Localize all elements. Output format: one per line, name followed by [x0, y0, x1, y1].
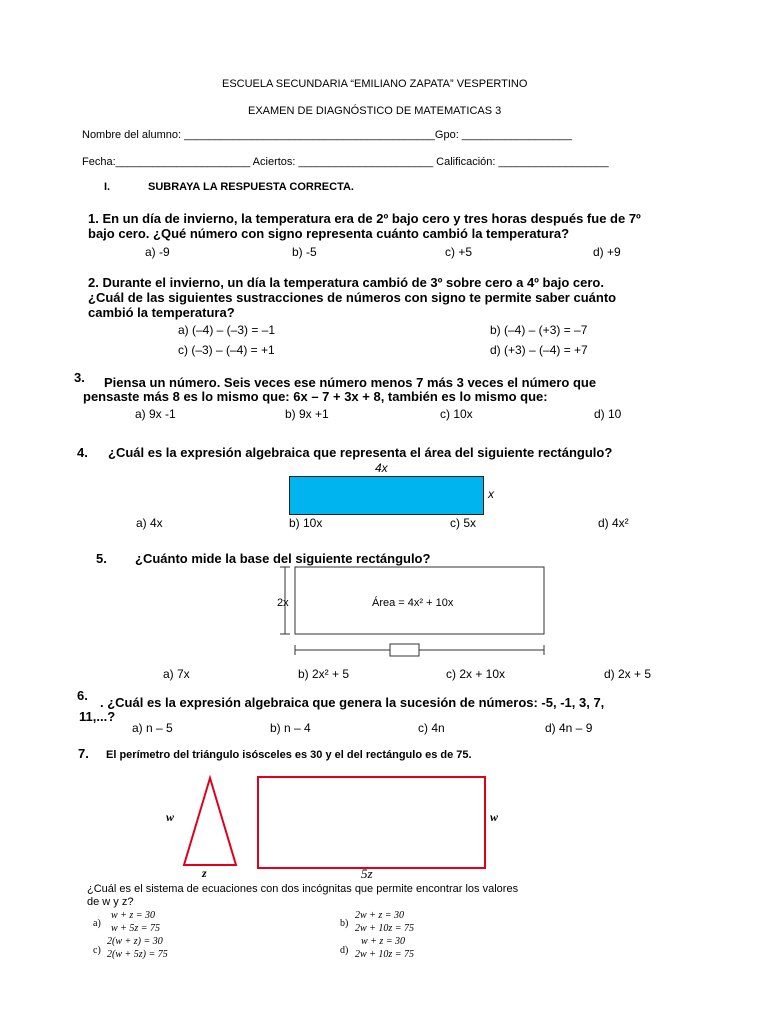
- q6-line1: . ¿Cuál es la expresión algebraica que genera la sucesión de números: -5, -1, 3, 7,: [100, 695, 605, 710]
- q4-side-label: x: [488, 487, 494, 501]
- q4-rectangle: [289, 476, 484, 515]
- q7-option-a-eq2: w + 5z = 75: [111, 923, 161, 934]
- q7-option-d-eq2: 2w + 10z = 75: [355, 949, 415, 960]
- q3-option-c[interactable]: c) 10x: [440, 407, 473, 421]
- q3-line2: pensaste más 8 es lo mismo que: 6x – 7 + 3x + 8, también es lo mismo que:: [83, 389, 548, 404]
- q7-option-c-eq2: 2(w + 5z) = 75: [107, 949, 168, 960]
- q7-triangle: [180, 775, 240, 870]
- q4-text: ¿Cuál es la expresión algebraica que representa el área del siguiente rectángulo?: [108, 445, 613, 460]
- q6-line2: 11,...?: [79, 709, 116, 724]
- q2-option-c[interactable]: c) (–3) – (–4) = +1: [178, 343, 275, 357]
- q7-option-b-eq1: 2w + z = 30: [355, 910, 405, 921]
- q7-question-line1: ¿Cuál es el sistema de ecuaciones con dos incógnitas que permite encontrar los valores: [87, 883, 519, 895]
- q2-line1: 2. Durante el invierno, un día la temperatura cambió de 3º sobre cero a 4º bajo cero.: [88, 275, 604, 290]
- q3-option-a[interactable]: a) 9x -1: [135, 407, 176, 421]
- q1-line2: bajo cero. ¿Qué número con signo representa cuánto cambió la temperatura?: [88, 226, 570, 241]
- q4-option-c[interactable]: c) 5x: [450, 516, 477, 530]
- q7-option-b-eq2: 2w + 10z = 75: [355, 923, 415, 934]
- q6-option-c[interactable]: c) 4n: [418, 721, 445, 735]
- section-number: I.: [104, 181, 111, 193]
- q3-option-d[interactable]: d) 10: [594, 407, 622, 421]
- section-title: SUBRAYA LA RESPUESTA CORRECTA.: [148, 181, 354, 193]
- q5-number: 5.: [96, 551, 107, 566]
- q5-side-label: 2x: [277, 597, 289, 609]
- student-line[interactable]: Nombre del alumno: _________________________________________Gpo: __________________: [82, 129, 572, 141]
- q7-text: El perímetro del triángulo isósceles es 30 y el del rectángulo es de 75.: [106, 749, 472, 761]
- q1-option-a[interactable]: a) -9: [145, 245, 170, 259]
- q4-option-a[interactable]: a) 4x: [136, 516, 163, 530]
- q5-text: ¿Cuánto mide la base del siguiente rectángulo?: [135, 551, 431, 566]
- q7-option-d-letter[interactable]: d): [340, 945, 349, 956]
- q6-option-a[interactable]: a) n – 5: [132, 721, 173, 735]
- q1-line1: 1. En un día de invierno, la temperatura era de 2º bajo cero y tres horas después fue de 7º: [88, 211, 641, 226]
- exam-title: EXAMEN DE DIAGNÓSTICO DE MATEMATICAS 3: [248, 105, 502, 117]
- q7-triangle-base-label: z: [202, 866, 207, 880]
- q5-area-label: Área = 4x² + 10x: [372, 597, 454, 609]
- q7-option-d-eq1: w + z = 30: [361, 936, 406, 947]
- q7-question-line2: de w y z?: [87, 896, 134, 908]
- q6-option-d[interactable]: d) 4n – 9: [545, 721, 593, 735]
- q5-option-c[interactable]: c) 2x + 10x: [446, 667, 506, 681]
- q4-option-d[interactable]: d) 4x²: [598, 516, 629, 530]
- q7-option-c-letter[interactable]: c): [93, 945, 101, 956]
- q7-option-c-eq1: 2(w + z) = 30: [107, 936, 163, 947]
- q3-option-b[interactable]: b) 9x +1: [285, 407, 329, 421]
- q7-rect-base-label: 5z: [361, 866, 373, 881]
- q7-rect-side-label: w: [490, 810, 499, 824]
- q7-option-a-eq1: w + z = 30: [111, 910, 156, 921]
- q1-option-c[interactable]: c) +5: [445, 245, 473, 259]
- q3-line1: Piensa un número. Seis veces ese número menos 7 más 3 veces el número que: [104, 375, 597, 390]
- q7-option-a-letter[interactable]: a): [93, 918, 101, 929]
- q7-number: 7.: [78, 746, 89, 761]
- q4-option-b[interactable]: b) 10x: [289, 516, 323, 530]
- q5-figure: [270, 562, 560, 662]
- q3-number: 3.: [74, 370, 85, 385]
- q2-line3: cambió la temperatura?: [88, 305, 235, 320]
- q5-option-a[interactable]: a) 7x: [163, 667, 190, 681]
- q1-option-b[interactable]: b) -5: [292, 245, 317, 259]
- q5-option-b[interactable]: b) 2x² + 5: [298, 667, 350, 681]
- q2-option-b[interactable]: b) (–4) – (+3) = –7: [490, 323, 588, 337]
- q6-option-b[interactable]: b) n – 4: [270, 721, 311, 735]
- q7-option-b-letter[interactable]: b): [340, 918, 349, 929]
- date-line[interactable]: Fecha:______________________ Aciertos: ______________________ Calificación: __________________: [82, 156, 609, 168]
- q6-number: 6.: [77, 688, 88, 703]
- q4-top-label: 4x: [375, 461, 388, 475]
- q5-option-d[interactable]: d) 2x + 5: [604, 667, 652, 681]
- q1-option-d[interactable]: d) +9: [593, 245, 621, 259]
- q4-number: 4.: [77, 445, 88, 460]
- school-name: ESCUELA SECUNDARIA “EMILIANO ZAPATA” VESPERTINO: [222, 78, 528, 90]
- q2-option-d[interactable]: d) (+3) – (–4) = +7: [490, 343, 588, 357]
- q7-rectangle: [257, 776, 486, 869]
- q7-triangle-side-label: w: [166, 810, 175, 824]
- q2-line2: ¿Cuál de las siguientes sustracciones de números con signo te permite saber cuánto: [88, 290, 617, 305]
- q2-option-a[interactable]: a) (–4) – (–3) = –1: [178, 323, 276, 337]
